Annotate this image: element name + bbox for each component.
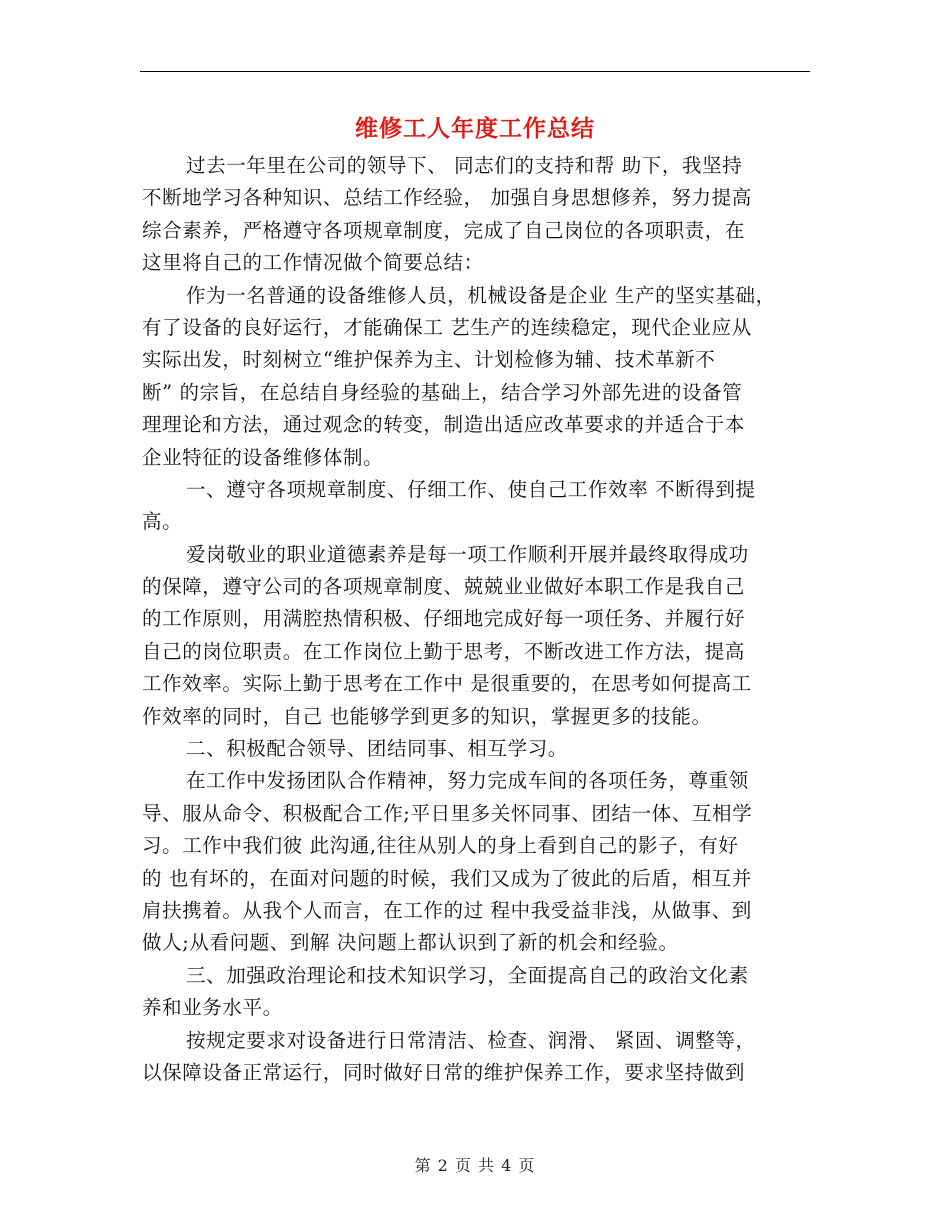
text-line: 工作效率。实际上勤于思考在工作中 是很重要的，在思考如何提高工 — [142, 672, 752, 696]
text-line: 综合素养，严格遵守各项规章制度，完成了自己岗位的各项职责，在 — [142, 218, 746, 242]
text-line: 不断地学习各种知识、总结工作经验， 加强自身思想修养，努力提高 — [142, 186, 752, 210]
text-line: 按规定要求对设备进行日常清洁、检查、润滑、 紧固、调整等， — [186, 1028, 756, 1052]
document-body — [142, 150, 814, 1089]
text-line: 自己的岗位职责。在工作岗位上勤于思考，不断改进工作方法，提高 — [142, 639, 746, 663]
page-title: 维修工人年度工作总结 — [355, 115, 595, 142]
text-line: 肩扶携着。从我个人而言，在工作的过 程中我受益非浅，从做事、到 — [142, 898, 752, 922]
text-line: 有了设备的良好运行，才能确保工 艺生产的连续稳定，现代企业应从 — [142, 315, 752, 339]
text-line: 实际出发，时刻树立“维护保养为主、计划检修为辅、技术革新不 — [142, 348, 716, 372]
text-line: 二、积极配合领导、团结同事、相互学习。 — [186, 737, 568, 761]
text-line: 的保障，遵守公司的各项规章制度、兢兢业业做好本职工作是我自己 — [142, 575, 746, 599]
text-line: 作效率的同时，自己 也能够学到更多的知识，掌握更多的技能。 — [142, 704, 712, 728]
text-line: 断” 的宗旨，在总结自身经验的基础上，结合学习外部先进的设备管 — [142, 380, 743, 404]
text-line: 养和业务水平。 — [142, 996, 283, 1020]
text-line: 作为一名普通的设备维修人员，机械设备是企业 生产的坚实基础， — [186, 283, 776, 307]
text-line: 爱岗敬业的职业道德素养是每一项工作顺利开展并最终取得成功 — [186, 542, 749, 566]
text-line: 导、服从命令、积极配合工作;平日里多关怀同事、团结一体、互相学 — [142, 801, 753, 825]
text-line: 过去一年里在公司的领导下、 同志们的支持和帮 助下，我坚持 — [186, 154, 743, 177]
text-line: 企业特征的设备维修体制。 — [142, 445, 384, 469]
text-line: 做人;从看问题、到解 决问题上都认识到了新的机会和经验。 — [142, 931, 679, 955]
text-line: 一、遵守各项规章制度、仔细工作、使自己工作效率 不断得到提 — [186, 477, 756, 501]
text-line: 以保障设备正常运行，同时做好日常的维护保养工作，要求坚持做到 — [142, 1060, 746, 1084]
header-rule — [140, 71, 810, 72]
text-line: 的工作原则，用满腔热情积极、仔细地完成好每一项任务、并履行好 — [142, 607, 746, 631]
text-line: 高。 — [142, 510, 183, 534]
text-line: 在工作中发扬团队合作精神，努力完成车间的各项任务，尊重领 — [186, 769, 749, 793]
text-line: 的 也有坏的，在面对问题的时候，我们又成为了彼此的后盾，相互并 — [142, 866, 752, 890]
text-line: 习。工作中我们彼 此沟通,往往从别人的身上看到自己的影子，有好 — [142, 834, 739, 858]
text-line: 这里将自己的工作情况做个简要总结： — [142, 251, 484, 275]
page-footer: 第 2 页 共 4 页 — [414, 1156, 536, 1175]
text-line: 三、加强政治理论和技术知识学习，全面提高自己的政治文化素 — [186, 963, 749, 987]
text-line: 理理论和方法，通过观念的转变，制造出适应改革要求的并适合于本 — [142, 413, 746, 437]
